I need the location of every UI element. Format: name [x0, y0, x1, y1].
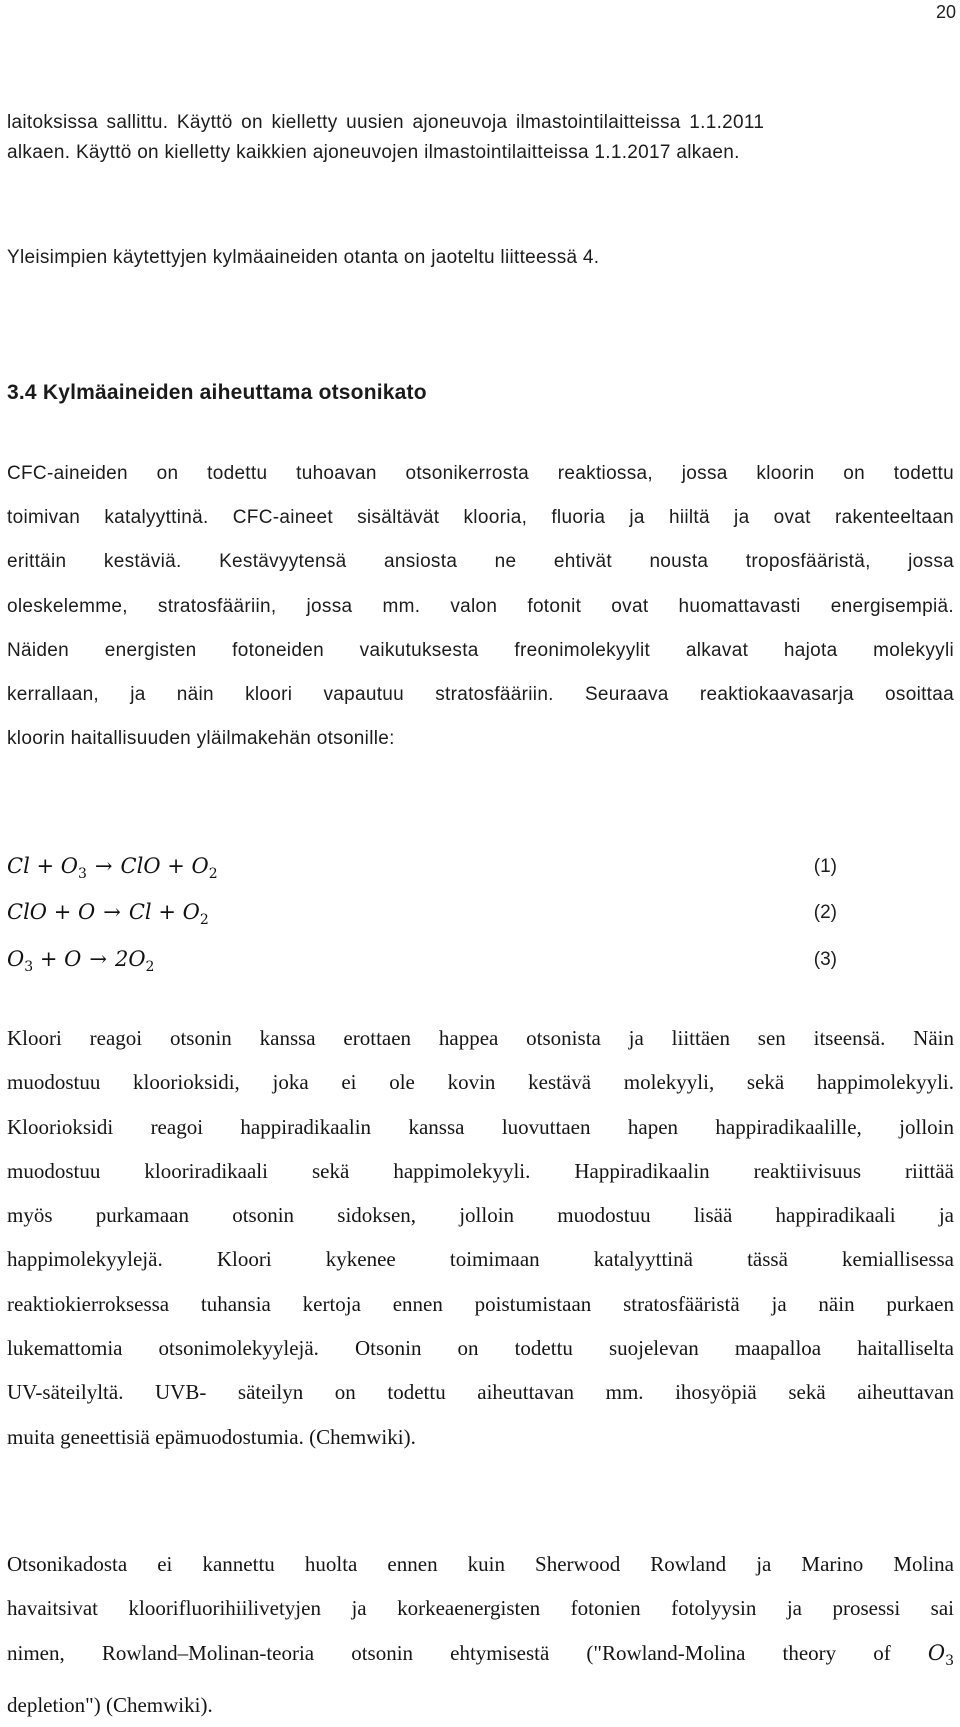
- intro-paragraph: [7, 108, 954, 168]
- explanation-line-2: muodostuu kloorioksidi, joka ei ole kovin kestävä molekyyli, sekä happimolekyyli.: [7, 1070, 954, 1095]
- explanation-line-9: UV-säteilyltä. UVB- säteilyn on todettu aiheuttavan mm. ihosyöpiä sekä aiheuttavan: [7, 1380, 954, 1405]
- section-line-1: CFC-aineiden on todettu tuhoavan otsonikerrosta reaktiossa, jossa kloorin on todettu: [7, 463, 954, 484]
- history-line-4: depletion") (Chemwiki).: [7, 1692, 213, 1717]
- section-line-6: kerrallaan, ja näin kloori vapautuu stratosfääriin. Seuraava reaktiokaavasarja osoittaa: [7, 684, 954, 706]
- page-number: 20: [935, 2, 956, 22]
- explanation-line-4: muodostuu klooriradikaali sekä happimolekyyli. Happiradikaalin reaktiivisuus riittää: [7, 1158, 954, 1183]
- equation-2-formula: ClO + $O \to Cl + O_2$: [7, 900, 209, 928]
- section-paragraph: [7, 452, 954, 761]
- section-line-4: oleskelemme, stratosfääriin, jossa mm. valon fotonit ovat huomattavasti energisempiä.: [7, 595, 954, 617]
- reaction-arrow-icon: →: [103, 900, 121, 924]
- equation-1-number: (1): [813, 856, 837, 877]
- section-line-7: kloorin haitallisuuden yläilmakehän otsonille:: [7, 728, 395, 750]
- sample-line: Yleisimpien käytettyjen kylmäaineiden otanta on jaoteltu liitteessä 4.: [7, 247, 600, 268]
- intro-line-1: laitoksissa sallittu. Käyttö on kielletty uusien ajoneuvoja ilmastointilaitteissa 1.1.2011: [7, 112, 765, 133]
- equation-1-formula: $Cl + O_3$ → ClO + $O_2$: [7, 854, 218, 882]
- reaction-arrow-icon: →: [94, 854, 113, 878]
- intro-line-2: alkaen. Käyttö on kielletty kaikkien ajoneuvojen ilmastointilaitteissa 1.1.2017 alkaen.: [7, 142, 740, 163]
- section-line-3: erittäin kestäviä. Kestävyytensä ansiosta ne ehtivät nousta troposfääristä, jossa: [7, 551, 954, 573]
- explanation-line-7: reaktiokierroksessa tuhansia kertoja ennen poistumistaan stratosfääristä ja näin purkaen: [7, 1291, 954, 1316]
- reaction-arrow-icon: →: [89, 947, 107, 971]
- equation-1: [7, 854, 837, 884]
- explanation-line-6: happimolekyylejä. Kloori kykenee toimimaan katalyyttinä tässä kemiallisessa: [7, 1247, 954, 1272]
- equation-2: [7, 900, 837, 930]
- explanation-paragraph: [7, 1016, 954, 1459]
- sample-paragraph: [7, 243, 954, 273]
- explanation-line-3: Kloorioksidi reagoi happiradikaalin kanssa luovuttaen hapen happiradikaalille, jolloin: [7, 1114, 954, 1139]
- history-paragraph: [7, 1542, 954, 1727]
- history-line-2: havaitsivat kloorifluorihiilivetyjen ja korkeaenergisten fotonien fotolyysin ja prosessi sai: [7, 1596, 954, 1621]
- equation-3: [7, 947, 837, 977]
- history-line-1: Otsonikadosta ei kannettu huolta ennen kuin Sherwood Rowland ja Marino Molina: [7, 1552, 954, 1576]
- section-line-2: toimivan katalyyttinä. CFC-aineet sisältävät klooria, fluoria ja hiiltä ja ovat rakenteeltaan: [7, 507, 954, 529]
- ozone-formula: $O_3$: [927, 1640, 954, 1669]
- section-line-5: Näiden energisten fotoneiden vaikutuksesta freonimolekyylit alkavat hajota molekyyli: [7, 639, 954, 661]
- explanation-line-5: myös purkamaan otsonin sidoksen, jolloin muodostuu lisää happiradikaali ja: [7, 1203, 954, 1228]
- explanation-line-1: Kloori reagoi otsonin kanssa erottaen happea otsonista ja liittäen sen itseensä. Näin: [7, 1026, 954, 1050]
- equation-3-formula: $O_3 + O \to 2O_2$: [7, 947, 155, 975]
- explanation-line-8: lukemattomia otsonimolekyylejä. Otsonin on todettu suojelevan maapalloa haitalliselta: [7, 1336, 954, 1361]
- equation-2-number: (2): [813, 902, 837, 923]
- explanation-line-10: muita geneettisiä epämuodostumia. (Chemwiki).: [7, 1424, 416, 1449]
- equation-3-number: (3): [813, 949, 837, 970]
- history-line-3: nimen, Rowland–Molinan-teoria otsonin ehtymisestä ("Rowland-Molina theory of $O_3$: [7, 1640, 954, 1669]
- section-heading: 3.4 Kylmäaineiden aiheuttama otsonikato: [7, 381, 427, 404]
